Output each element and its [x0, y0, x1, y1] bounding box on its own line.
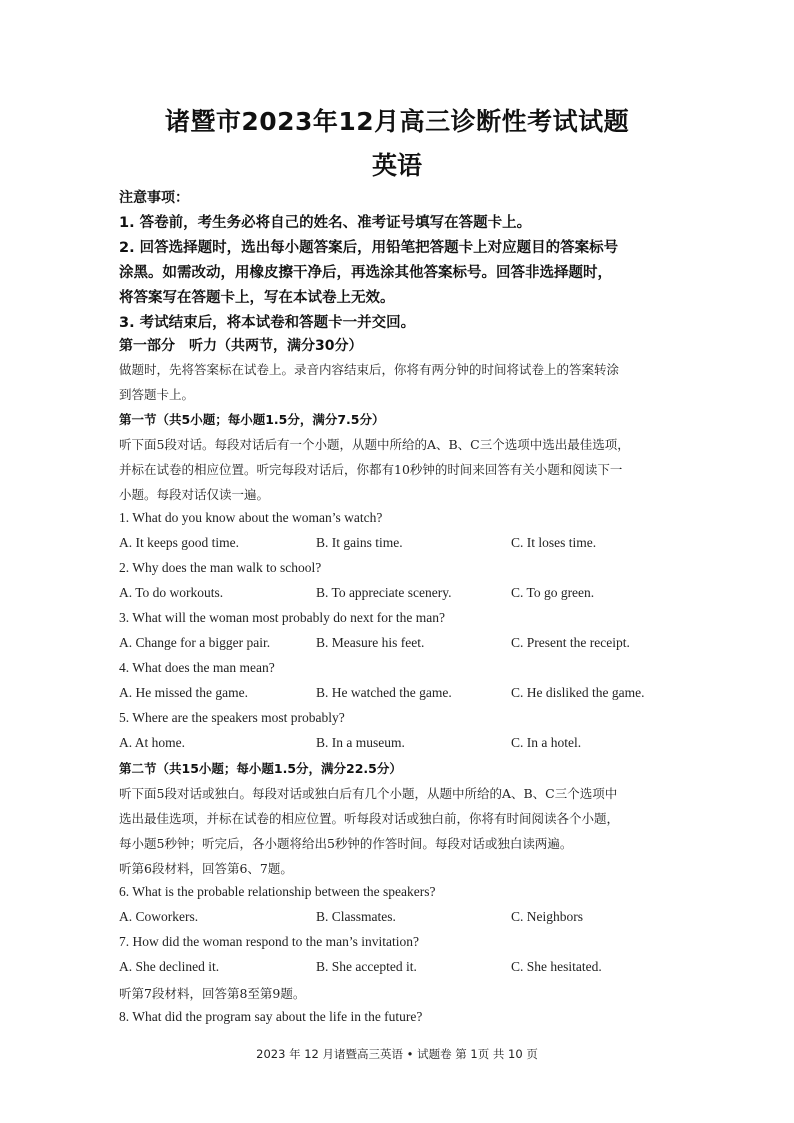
question-5: 5. Where are the speakers most probably? [119, 710, 345, 725]
exam-title: 诸暨市2023年12月高三诊断性考试试题 [164, 107, 630, 136]
question-7-option-b: B. She accepted it. [316, 959, 417, 974]
section1-intro-line-3: 小题。每段对话仅读一遍。 [119, 487, 270, 502]
section1-heading: 第一节（共5小题；每小题1.5分，满分7.5分） [119, 412, 385, 427]
note-item-2-line-1: 2. 回答选择题时，选出每小题答案后，用铅笔把答题卡上对应题目的答案标号 [119, 240, 619, 256]
material-6-instruction: 听第6段材料，回答第6、7题。 [119, 861, 293, 876]
question-6: 6. What is the probable relationship between the speakers? [119, 884, 436, 899]
question-7: 7. How did the woman respond to the man’s invitation? [119, 934, 419, 949]
question-2-option-a: A. To do workouts. [119, 585, 224, 600]
question-6-option-c: C. Neighbors [511, 909, 583, 924]
question-8: 8. What did the program say about the life in the future? [119, 1009, 423, 1024]
question-5-option-c: C. In a hotel. [511, 735, 582, 750]
question-6-option-b: B. Classmates. [316, 909, 396, 924]
section2-intro-line-2: 选出最佳选项，并标在试卷的相应位置。听每段对话或独白前，你将有时间阅读各个小题， [119, 811, 620, 826]
question-5-option-a: A. At home. [119, 735, 185, 750]
question-6-option-a: A. Coworkers. [119, 909, 199, 924]
question-4: 4. What does the man mean? [119, 660, 275, 675]
question-3: 3. What will the woman most probably do next for the man? [119, 610, 445, 625]
question-4-option-a: A. He missed the game. [119, 685, 248, 700]
page-footer: 2023 年 12 月诸暨高三英语 • 试题卷 第 1页 共 10 页 [256, 1047, 538, 1061]
part1-intro-line-1: 做题时，先将答案标在试卷上。录音内容结束后，你将有两分钟的时间将试卷上的答案转涂 [119, 362, 620, 377]
part1-heading: 第一部分 听力（共两节，满分30分） [119, 338, 363, 354]
question-1-option-b: B. It gains time. [316, 535, 403, 550]
question-2-option-b: B. To appreciate scenery. [316, 585, 452, 600]
question-5-option-b: B. In a museum. [316, 735, 405, 750]
question-1-option-c: C. It loses time. [511, 535, 597, 550]
notes-heading: 注意事项： [119, 190, 189, 206]
note-item-1: 1. 答卷前，考生务必将自己的姓名、准考证号填写在答题卡上。 [119, 215, 532, 231]
section2-heading: 第二节（共15小题；每小题1.5分，满分22.5分） [119, 761, 402, 776]
question-3-option-c: C. Present the receipt. [511, 635, 630, 650]
question-3-option-b: B. Measure his feet. [316, 635, 425, 650]
note-item-3: 3. 考试结束后，将本试卷和答题卡一并交回。 [119, 315, 416, 331]
question-3-option-a: A. Change for a bigger pair. [119, 635, 271, 650]
question-4-option-c: C. He disliked the game. [511, 685, 645, 700]
question-7-option-a: A. She declined it. [119, 959, 220, 974]
question-4-option-b: B. He watched the game. [316, 685, 452, 700]
section2-intro-line-1: 听下面5段对话或独白。每段对话或独白后有几个小题，从题中所给的A、B、C三个选项中 [119, 786, 618, 801]
question-2-option-c: C. To go green. [511, 585, 595, 600]
section2-intro-line-3: 每小题5秒钟；听完后，各小题将给出5秒钟的作答时间。每段对话或独白读两遍。 [119, 836, 573, 851]
material-7-instruction: 听第7段材料，回答第8至第9题。 [119, 986, 306, 1001]
question-1: 1. What do you know about the woman’s watch? [119, 510, 383, 525]
note-item-2-line-2: 涂黑。如需改动，用橡皮擦干净后，再选涂其他答案标号。回答非选择题时， [119, 265, 612, 281]
exam-subject: 英语 [371, 151, 422, 180]
section1-intro-line-1: 听下面5段对话。每段对话后有一个小题，从题中所给的A、B、C三个选项中选出最佳选项， [119, 437, 630, 452]
section1-intro-line-2: 并标在试卷的相应位置。听完每段对话后，你都有10秒钟的时间来回答有关小题和阅读下一 [119, 462, 623, 477]
question-7-option-c: C. She hesitated. [511, 959, 602, 974]
question-1-option-a: A. It keeps good time. [119, 535, 239, 550]
note-item-2-line-3: 将答案写在答题卡上，写在本试卷上无效。 [119, 290, 395, 306]
part1-intro-line-2: 到答题卡上。 [119, 387, 195, 402]
question-2: 2. Why does the man walk to school? [119, 560, 322, 575]
